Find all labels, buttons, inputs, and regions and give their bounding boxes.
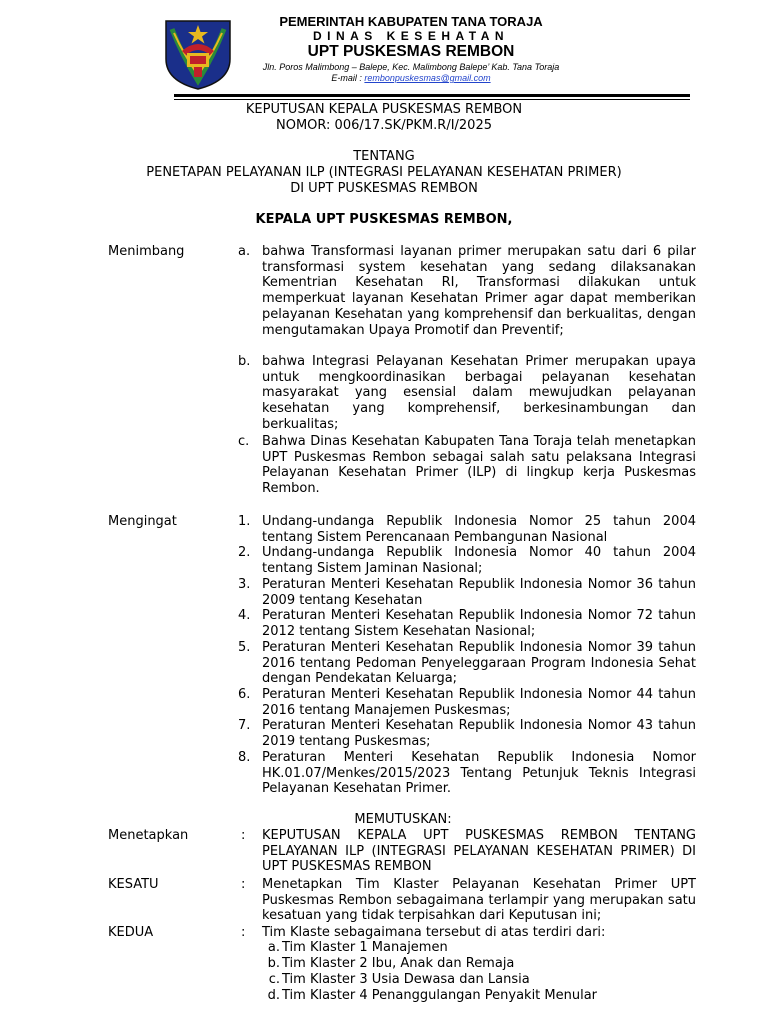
- decree-subject-line2: DI UPT PUSKESMAS REMBON: [290, 181, 478, 196]
- mengingat-item: [238, 640, 696, 687]
- item-marker: b.: [238, 354, 251, 369]
- item-text: Peraturan Menteri Kesehatan Republik Indonesia Nomor HK.01.07/Menkes/2015/2023 Tentang Petunjuk Teknis Integrasi Pelayanan Kesehatan Primer.: [262, 750, 696, 797]
- item-marker: 8.: [238, 750, 251, 765]
- kesatu-label: KESATU: [108, 877, 159, 892]
- kesatu-text: Menetapkan Tim Klaster Pelayanan Kesehatan Primer UPT Puskesmas Rembon sebagaimana terlampir yang merupakan satu kesatuan yang tidak terpisahkan dari Keputusan ini;: [262, 877, 696, 924]
- email-label: E-mail :: [331, 73, 365, 83]
- kesatu-colon: :: [241, 877, 246, 892]
- decree-subject-line1: PENETAPAN PELAYANAN ILP (INTEGRASI PELAYANAN KESEHATAN PRIMER): [146, 165, 622, 180]
- item-marker: c.: [268, 972, 280, 987]
- klaster-item: [266, 940, 448, 956]
- agency-name: DINAS KESEHATAN: [312, 29, 510, 43]
- item-text: Bahwa Dinas Kesehatan Kabupaten Tana Toraja telah menetapkan UPT Puskesmas Rembon sebagai salah satu pelaksana Integrasi Pelayanan Kesehatan Primer (ILP) di lingkup kerja Puskesmas Rembon.: [262, 434, 696, 497]
- item-text: Undang-undanga Republik Indonesia Nomor 25 tahun 2004 tentang Sistem Perencanaan Pembangunan Nasional: [262, 514, 696, 545]
- regency-emblem-icon: [160, 15, 236, 91]
- menetapkan-text: KEPUTUSAN KEPALA UPT PUSKESMAS REMBON TENTANG PELAYANAN ILP (INTEGRASI PELAYANAN KESEHATAN PRIMER) DI UPT PUSKESMAS REMBON: [262, 828, 696, 875]
- item-marker: a.: [267, 940, 280, 955]
- item-text: bahwa Integrasi Pelayanan Kesehatan Primer merupakan upaya untuk mengkoordinasikan berbagai pelayanan kesehatan masyarakat yang esensial dalam mewujudkan pelayanan kesehatan yang komprehensif, berkesinambungan dan berkualitas;: [262, 354, 696, 432]
- menimbang-item: [238, 434, 696, 497]
- klaster-item: [266, 988, 597, 1004]
- item-marker: c.: [238, 434, 250, 449]
- menimbang-label: Menimbang: [108, 244, 185, 259]
- decree-number: NOMOR: 006/17.SK/PKM.R/I/2025: [276, 118, 492, 133]
- institution-name: UPT PUSKESMAS REMBON: [307, 43, 515, 60]
- item-text: Tim Klaster 4 Penanggulangan Penyakit Menular: [282, 988, 598, 1003]
- item-text: Tim Klaster 1 Manajemen: [282, 940, 448, 955]
- klaster-item: [266, 956, 514, 972]
- item-text: Tim Klaster 2 Ibu, Anak dan Remaja: [282, 956, 515, 971]
- mengingat-item: [238, 608, 696, 639]
- item-marker: 1.: [238, 514, 251, 529]
- mengingat-item: [238, 687, 696, 718]
- item-text: Undang-undanga Republik Indonesia Nomor 40 tahun 2004 tentang Sistem Jaminan Nasional;: [262, 545, 696, 576]
- item-marker: 4.: [238, 608, 251, 623]
- item-text: Peraturan Menteri Kesehatan Republik Indonesia Nomor 72 tahun 2012 tentang Sistem Kesehatan Nasional;: [262, 608, 696, 639]
- item-marker: a.: [238, 244, 251, 259]
- letterhead: [238, 14, 584, 84]
- mengingat-item: [238, 750, 696, 797]
- email-link[interactable]: rembonpuskesmas@gmail.com: [364, 73, 491, 83]
- letterhead-rule-thick: [174, 94, 690, 97]
- item-text: Peraturan Menteri Kesehatan Republik Indonesia Nomor 44 tahun 2016 tentang Manajemen Puskesmas;: [262, 687, 696, 718]
- mengingat-item: [238, 514, 696, 545]
- official-title: KEPALA UPT PUSKESMAS REMBON,: [255, 212, 513, 227]
- kedua-colon: :: [241, 925, 246, 940]
- item-marker: 2.: [238, 545, 251, 560]
- mengingat-item: [238, 718, 696, 749]
- item-marker: d.: [267, 988, 280, 1003]
- item-text: Tim Klaster 3 Usia Dewasa dan Lansia: [282, 972, 530, 987]
- memutuskan-heading: MEMUTUSKAN:: [354, 812, 452, 827]
- kedua-text: Tim Klaste sebagaimana tersebut di atas terdiri dari:: [262, 925, 606, 940]
- item-marker: b.: [267, 956, 280, 971]
- item-text: Peraturan Menteri Kesehatan Republik Indonesia Nomor 43 tahun 2019 tentang Puskesmas;: [262, 718, 696, 749]
- menimbang-item: [238, 354, 696, 433]
- item-marker: 5.: [238, 640, 251, 655]
- tentang-heading: TENTANG: [353, 149, 415, 164]
- klaster-item: [266, 972, 530, 988]
- kedua-label: KEDUA: [108, 925, 154, 940]
- menimbang-item: [238, 244, 696, 338]
- item-marker: 6.: [238, 687, 251, 702]
- letterhead-rule-thin: [174, 99, 690, 100]
- decree-title: KEPUTUSAN KEPALA PUSKESMAS REMBON: [245, 102, 523, 117]
- mengingat-item: [238, 577, 696, 608]
- email-line: [238, 73, 584, 84]
- government-name: PEMERINTAH KABUPATEN TANA TORAJA: [279, 14, 543, 29]
- menetapkan-colon: :: [241, 828, 246, 843]
- item-text: Peraturan Menteri Kesehatan Republik Indonesia Nomor 39 tahun 2016 tentang Pedoman Penyeleggaraan Program Indonesia Sehat dengan Pendekatan Keluarga;: [262, 640, 696, 687]
- item-marker: 3.: [238, 577, 251, 592]
- item-text: Peraturan Menteri Kesehatan Republik Indonesia Nomor 36 tahun 2009 tentang Kesehatan: [262, 577, 696, 608]
- item-marker: 7.: [238, 718, 251, 733]
- item-text: bahwa Transformasi layanan primer merupakan satu dari 6 pilar transformasi system kesehatan yang sedang dilaksanakan Kementrian Kesehatan RI, Transformasi dilakukan untuk memperkuat layanan Kesehatan Primer agar dapat memberikan pelayanan Kesehatan yang komprehensif dan berkualitas, dengan mengutamakan Upaya Promotif dan Preventif;: [262, 244, 696, 338]
- address: Jln. Poros Malimbong – Balepe, Kec. Malimbong Balepe’ Kab. Tana Toraja: [262, 62, 560, 72]
- menetapkan-label: Menetapkan: [108, 828, 189, 843]
- mengingat-label: Mengingat: [108, 514, 177, 529]
- mengingat-item: [238, 545, 696, 576]
